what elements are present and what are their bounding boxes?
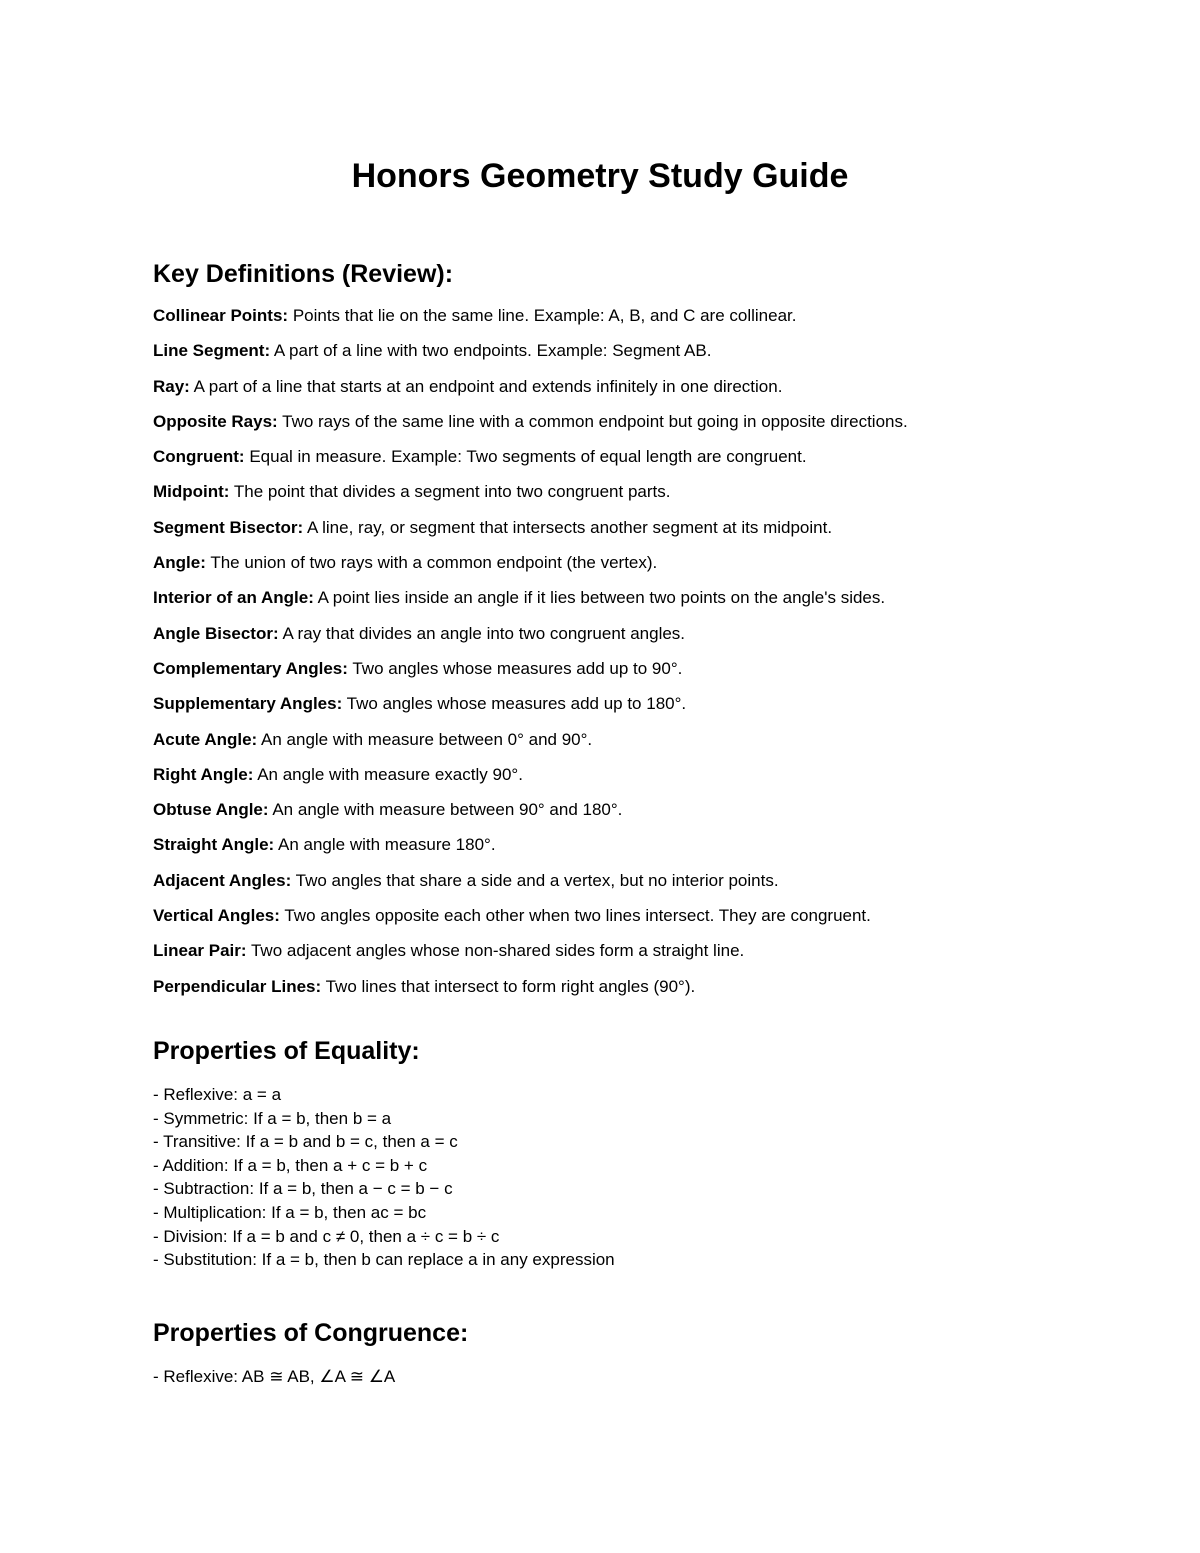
definition-term: Angle Bisector:	[153, 623, 279, 643]
definition-text: A point lies inside an angle if it lies between two points on the angle's sides.	[317, 588, 886, 608]
property-transitive: - Transitive: If a = b and b = c, then a = c	[153, 1132, 458, 1152]
property-reflexive: - Reflexive: a = a	[153, 1085, 282, 1104]
definition-term: Congruent:	[153, 447, 245, 467]
definition-adjacent-angles	[153, 870, 1153, 892]
definition-midpoint	[153, 481, 1153, 503]
property-symmetric: - Symmetric: If a = b, then b = a	[153, 1108, 392, 1128]
definition-term: Adjacent Angles:	[153, 870, 292, 890]
definition-congruent	[153, 446, 1153, 468]
definition-term: Acute Angle:	[153, 729, 258, 749]
property-division: - Division: If a = b and c ≠ 0, then a ÷ c = b ÷ c	[153, 1226, 500, 1246]
definition-complementary-angles	[153, 658, 1153, 680]
properties-of-congruence-list	[153, 1365, 395, 1389]
definition-straight-angle	[153, 834, 1153, 856]
definition-text: The point that divides a segment into two congruent parts.	[233, 482, 671, 502]
definition-text: A part of a line with two endpoints. Example: Segment AB.	[273, 341, 712, 361]
key-definitions-list	[153, 305, 1153, 1011]
definition-term: Complementary Angles:	[153, 658, 348, 678]
definition-term: Opposite Rays:	[153, 411, 278, 431]
definition-text: Two angles that share a side and a vertex, but no interior points.	[295, 870, 779, 890]
property-addition: - Addition: If a = b, then a + c = b + c	[153, 1155, 428, 1175]
definition-term: Perpendicular Lines:	[153, 976, 322, 996]
definition-text: Two rays of the same line with a common endpoint but going in opposite directions.	[282, 411, 908, 431]
definition-text: An angle with measure exactly 90°.	[257, 764, 523, 784]
congruence-property-reflexive: - Reflexive: AB ≅ AB, ∠A ≅ ∠A	[153, 1367, 396, 1386]
definition-text: Two lines that intersect to form right angles (90°).	[325, 976, 696, 996]
definition-collinear-points	[153, 305, 1153, 327]
property-substitution: - Substitution: If a = b, then b can replace a in any expression	[153, 1250, 615, 1270]
definition-text: Points that lie on the same line. Example: A, B, and C are collinear.	[292, 306, 797, 325]
definition-term: Angle:	[153, 553, 206, 573]
definition-text: Two angles opposite each other when two lines intersect. They are congruent.	[284, 906, 871, 926]
definition-text: An angle with measure 180°.	[278, 835, 496, 855]
definition-vertical-angles	[153, 905, 1153, 927]
definition-text: A ray that divides an angle into two congruent angles.	[282, 623, 686, 643]
definition-term: Collinear Points:	[153, 306, 289, 325]
definition-term: Supplementary Angles:	[153, 694, 343, 714]
definition-text: Two angles whose measures add up to 90°.	[352, 658, 683, 678]
definition-term: Line Segment:	[153, 341, 271, 361]
definition-perpendicular-lines	[153, 976, 1153, 998]
definition-text: The union of two rays with a common endpoint (the vertex).	[210, 553, 658, 573]
definition-acute-angle	[153, 729, 1153, 751]
definition-opposite-rays	[153, 411, 1153, 433]
property-multiplication: - Multiplication: If a = b, then ac = bc	[153, 1202, 427, 1222]
definition-text: Two adjacent angles whose non-shared sides form a straight line.	[250, 941, 745, 961]
definition-angle	[153, 552, 1153, 574]
definition-term: Ray:	[153, 376, 190, 396]
definition-term: Linear Pair:	[153, 941, 247, 961]
key-definitions-heading: Key Definitions (Review):	[153, 260, 454, 288]
definition-text: An angle with measure between 90° and 180°.	[272, 800, 623, 820]
definition-segment-bisector	[153, 517, 1153, 539]
definition-linear-pair	[153, 940, 1153, 962]
definition-ray	[153, 376, 1153, 398]
definition-line-segment	[153, 340, 1153, 362]
properties-of-equality-list	[153, 1083, 615, 1272]
definition-angle-bisector	[153, 623, 1153, 645]
definition-term: Interior of an Angle:	[153, 588, 314, 608]
definition-term: Obtuse Angle:	[153, 800, 269, 820]
definition-text: Two angles whose measures add up to 180°.	[346, 694, 687, 714]
definition-text: A line, ray, or segment that intersects another segment at its midpoint.	[307, 517, 833, 537]
properties-of-equality-heading: Properties of Equality:	[153, 1037, 420, 1065]
definition-right-angle	[153, 764, 1153, 786]
definition-term: Vertical Angles:	[153, 906, 280, 926]
definition-term: Straight Angle:	[153, 835, 275, 855]
definition-term: Right Angle:	[153, 764, 254, 784]
definition-term: Segment Bisector:	[153, 517, 304, 537]
definition-text: An angle with measure between 0° and 90°.	[261, 729, 593, 749]
definition-obtuse-angle	[153, 799, 1153, 821]
definition-term: Midpoint:	[153, 482, 230, 502]
property-subtraction: - Subtraction: If a = b, then a − c = b − c	[153, 1179, 453, 1199]
definition-interior-of-an-angle	[153, 587, 1153, 609]
properties-of-congruence-heading: Properties of Congruence:	[153, 1319, 469, 1347]
page-title: Honors Geometry Study Guide	[351, 157, 849, 195]
definition-supplementary-angles	[153, 693, 1153, 715]
definition-text: A part of a line that starts at an endpoint and extends infinitely in one direction.	[193, 376, 783, 396]
definition-text: Equal in measure. Example: Two segments of equal length are congruent.	[249, 447, 807, 467]
